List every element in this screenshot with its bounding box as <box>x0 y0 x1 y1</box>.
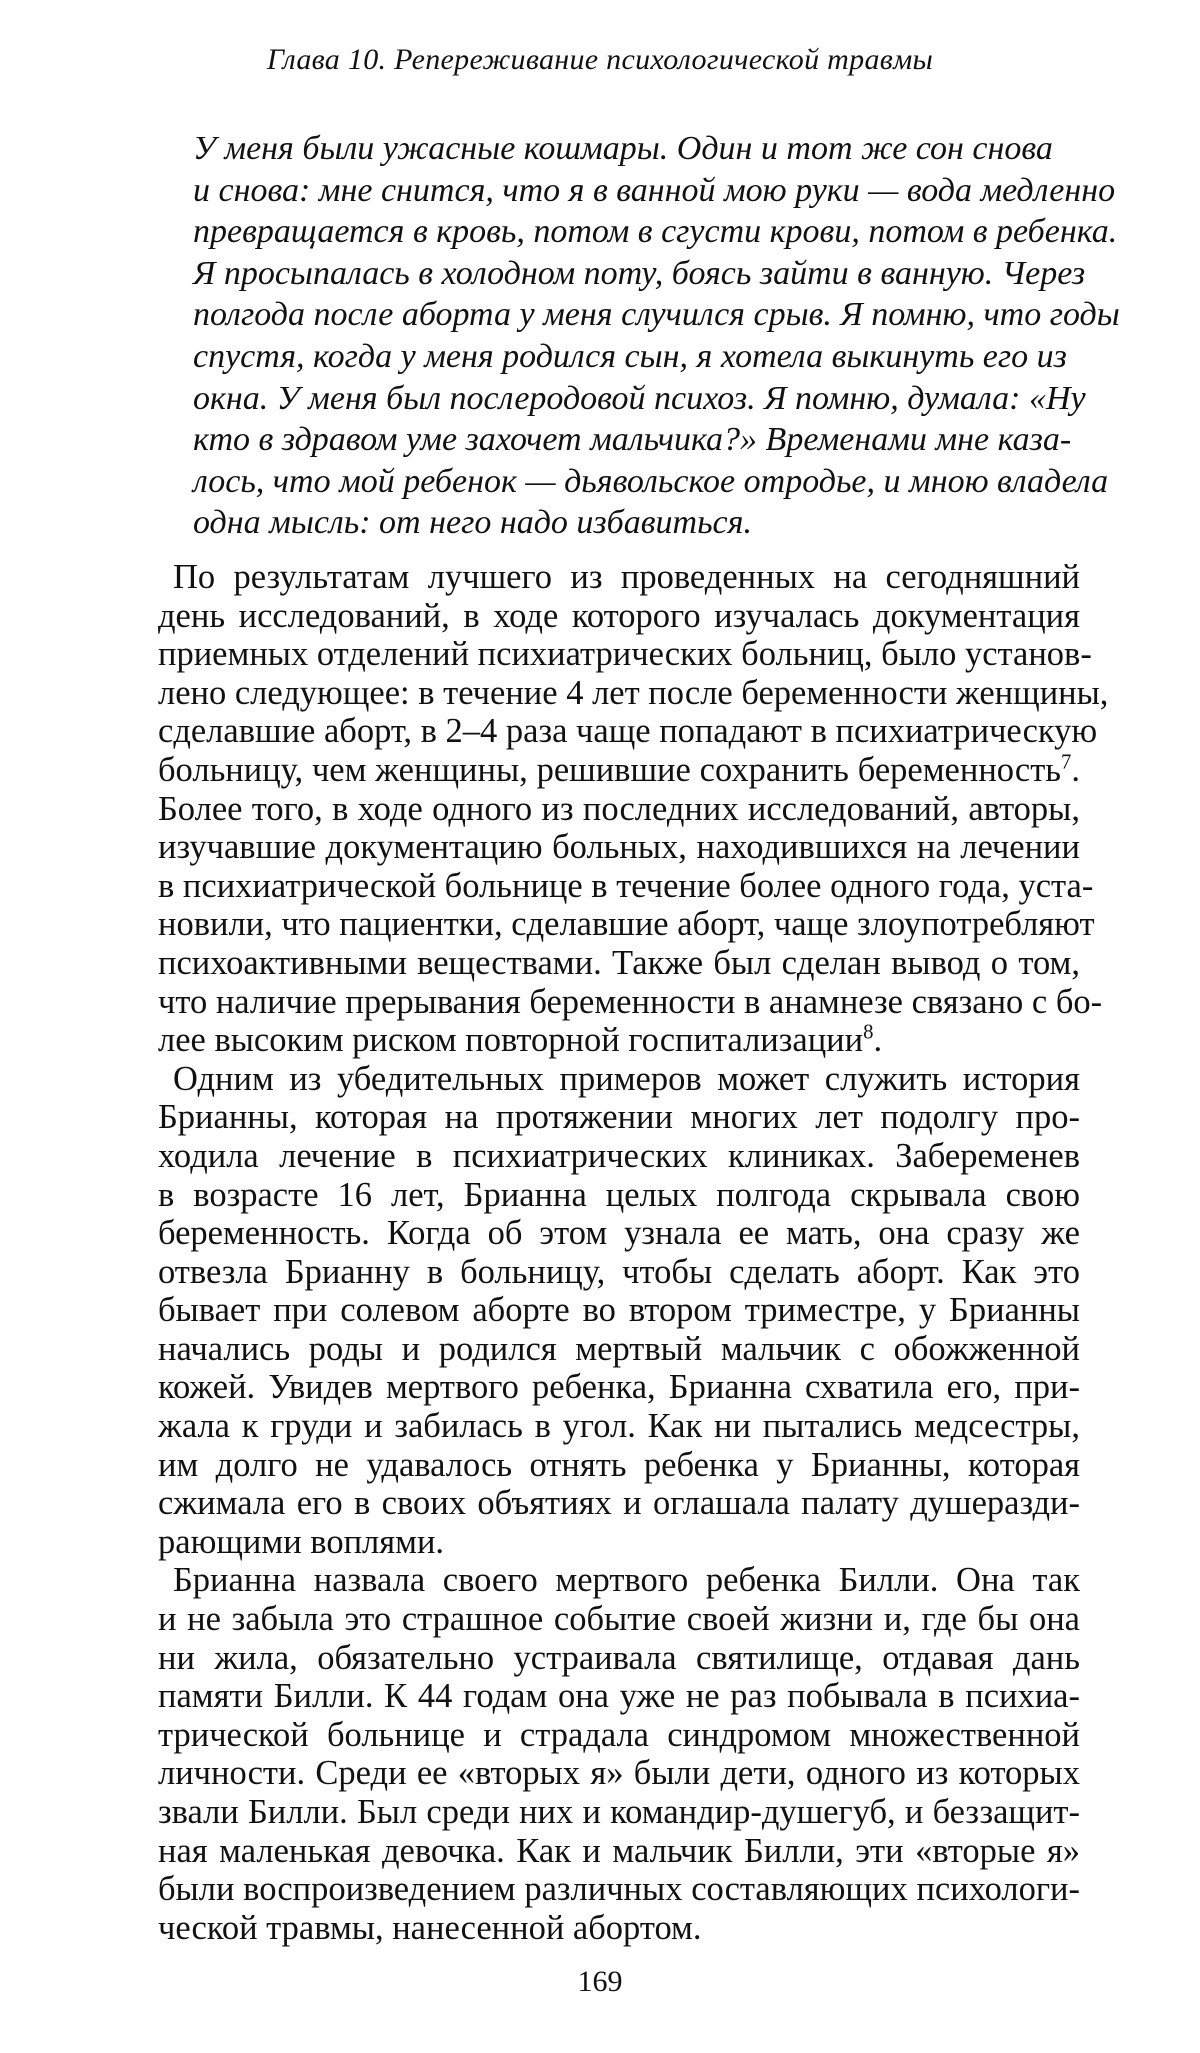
body-line: личности. Среди ее «вторых я» были дети, одного из которых <box>158 1754 1080 1793</box>
body-line-with-footnote <box>158 751 1080 790</box>
body-line: По результатам лучшего из проведенных на сегодняшний <box>173 558 1080 596</box>
epigraph-line: кто в здравом уме захочет мальчика?» Временами мне каза- <box>193 421 1072 459</box>
body-line-with-footnote <box>158 1021 1080 1060</box>
epigraph-line: Я просыпалась в холодном поту, боясь зайти в ванную. Через <box>193 254 1086 292</box>
body-line-text: больницу, чем женщины, решившие сохранить беременность <box>158 750 1062 789</box>
body-line: трической больнице и страдала синдромом множественной <box>158 1715 1080 1754</box>
body-line-punct: . <box>873 1021 883 1060</box>
body-line: день исследований, в ходе которого изучалась документация <box>158 596 1080 635</box>
body-line: отвезла Брианну в больницу, чтобы сделать аборт. Как это <box>158 1252 1080 1291</box>
footnote-ref: 7 <box>1061 751 1072 774</box>
body-line: изучавшие документацию больных, находившихся на лечении <box>158 828 1080 867</box>
epigraph-line: одна мысль: от него надо избавиться. <box>193 504 752 542</box>
epigraph-line: и снова: мне снится, что я в ванной мою руки — вода медленно <box>193 171 1116 209</box>
body-line: Брианна назвала своего мертвого ребенка Билли. Она так <box>173 1561 1080 1600</box>
epigraph-line: лось, что мой ребенок — дьявольское отродье, и мною владела <box>193 462 1109 500</box>
body-line-punct: . <box>1071 750 1080 789</box>
body-line: были воспроизведением различных составляющих психологи- <box>158 1870 1080 1909</box>
body-line: что наличие прерывания беременности в анамнезе связано с бо- <box>158 982 1103 1021</box>
footnote-ref: 8 <box>863 1021 874 1044</box>
body-line: лено следующее: в течение 4 лет после беременности женщины, <box>158 673 1109 712</box>
body-line: звали Билли. Был среди них и командир-душегуб, и беззащит- <box>158 1793 1080 1831</box>
body-line: сделавшие аборт, в 2–4 раза чаще попадают в психиатрическую <box>158 712 1098 751</box>
body-line: ни жила, обязательно устраивала святилище, отдавая дань <box>158 1638 1080 1677</box>
body-line: кожей. Увидев мертвого ребенка, Брианна схватила его, при- <box>158 1368 1080 1407</box>
body-line: новили, что пациентки, сделавшие аборт, чаще злоупотребляют <box>158 905 1095 944</box>
body-line: ходила лечение в психиатрических клиниках. Забеременев <box>158 1136 1080 1175</box>
body-line: беременность. Когда об этом узнала ее мать, она сразу же <box>158 1214 1080 1253</box>
body-line: жала к груди и забилась в угол. Как ни пытались медсестры, <box>158 1407 1080 1446</box>
epigraph-line: полгода после аборта у меня случился срыв. Я помню, что годы <box>193 296 1120 334</box>
body-text <box>158 558 1109 1947</box>
body-line: рающими воплями. <box>158 1522 445 1561</box>
body-line: бывает при солевом аборте во втором триместре, у Брианны <box>158 1291 1080 1330</box>
body-line: психоактивными веществами. Также был сделан вывод о том, <box>158 943 1080 982</box>
body-line: начались роды и родился мертвый мальчик с обожженной <box>158 1329 1080 1368</box>
body-line: Брианны, которая на протяжении многих лет подолгу про- <box>158 1098 1080 1137</box>
body-line: памяти Билли. К 44 годам она уже не раз побывала в психиа- <box>158 1677 1080 1716</box>
epigraph-line: У меня были ужасные кошмары. Один и тот же сон снова <box>193 130 1053 167</box>
epigraph-line: окна. У меня был послеродовой психоз. Я помню, думала: «Ну <box>193 379 1086 417</box>
body-line: сжимала его в своих объятиях и оглашала палату душеразди- <box>158 1484 1080 1523</box>
body-line: в возрасте 16 лет, Брианна целых полгода скрывала свою <box>158 1175 1080 1214</box>
body-line: и не забыла это страшное событие своей жизни и, где бы она <box>158 1600 1080 1639</box>
body-line: ческой травмы, нанесенной абортом. <box>158 1908 702 1947</box>
page-number: 169 <box>577 1965 623 1998</box>
epigraph-line: превращается в кровь, потом в сгусти крови, потом в ребенка. <box>193 213 1118 251</box>
running-head: Глава 10. Репереживание психологической травмы <box>266 43 934 76</box>
body-line: ная маленькая девочка. Как и мальчик Билли, эти «вторые я» <box>158 1831 1080 1870</box>
epigraph-line: спустя, когда у меня родился сын, я хотела выкинуть его из <box>193 337 1067 375</box>
body-line: им долго не удавалось отнять ребенка у Брианны, которая <box>158 1445 1080 1484</box>
body-line: Более того, в ходе одного из последних исследований, авторы, <box>158 789 1080 828</box>
body-line: в психиатрической больнице в течение более одного года, уста- <box>158 866 1094 905</box>
body-line-text: лее высоким риском повторной госпитализации <box>158 1021 864 1060</box>
epigraph-quote <box>193 128 1120 544</box>
body-line: приемных отделений психиатрических больниц, было установ- <box>158 635 1092 674</box>
body-line: Одним из убедительных примеров может служить история <box>173 1059 1080 1098</box>
